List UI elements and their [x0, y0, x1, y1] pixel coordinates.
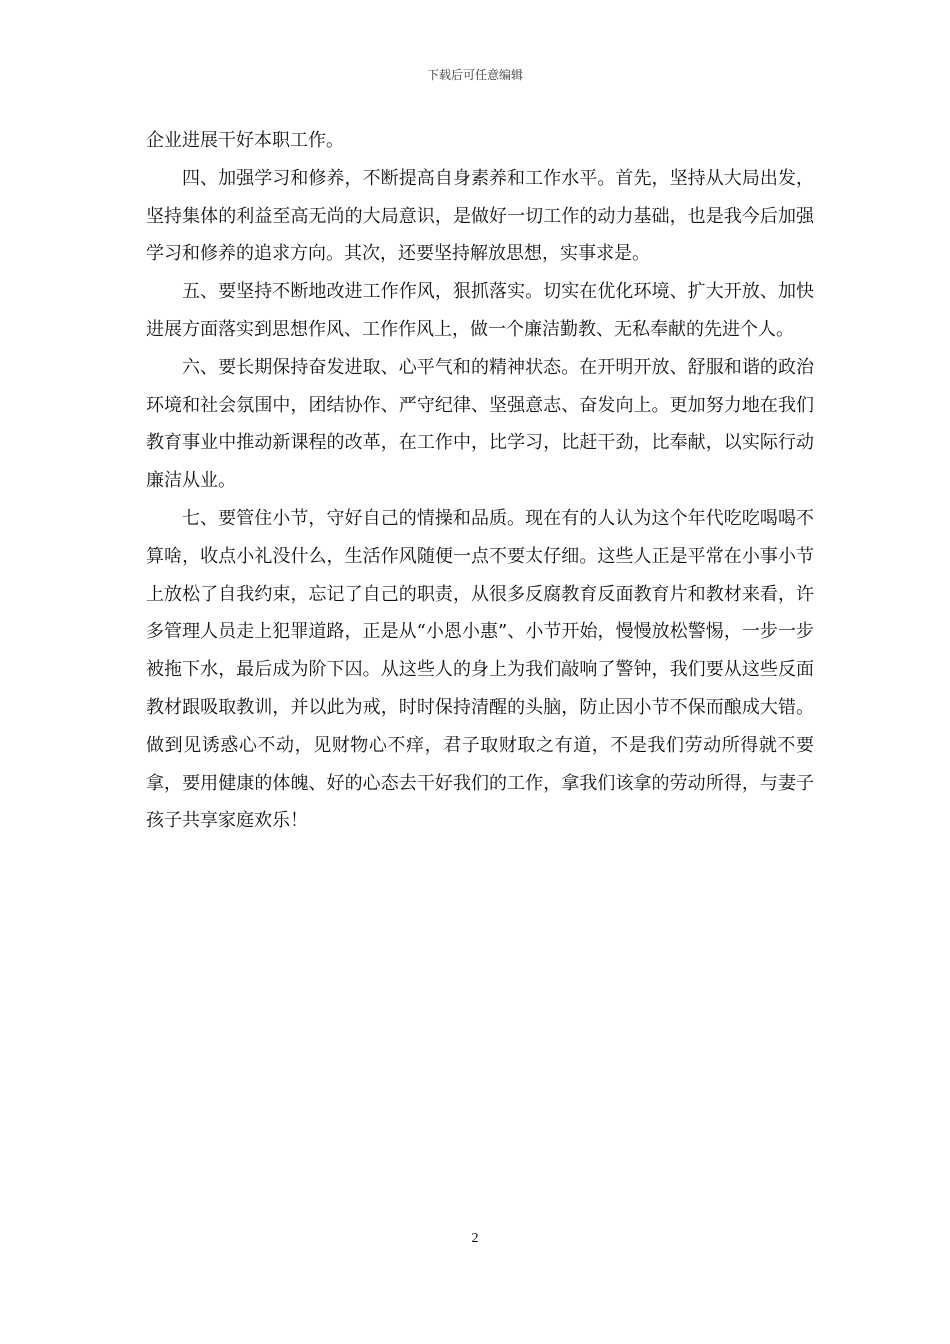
paragraph-point-six: 六、要长期保持奋发进取、心平气和的精神状态。在开明开放、舒服和谐的政治环境和社会氛围中，团结协作、严守纪律、坚强意志、奋发向上。更加努力地在我们教育事业中推动新课程的改革，在工作中，比学习，比赶干劲，比奉献，以实际行动廉洁从业。: [146, 356, 814, 492]
paragraph-point-five: 五、要坚持不断地改进工作作风，狠抓落实。切实在优化环境、扩大开放、加快进展方面落实到思想作风、工作作风上，做一个廉洁勤教、无私奉献的先进个人。: [146, 281, 814, 340]
document-body: [146, 122, 814, 840]
paragraph-point-four: 四、加强学习和修养，不断提高自身素养和工作水平。首先，坚持从大局出发，坚持集体的利益至高无尚的大局意识，是做好一切工作的动力基础，也是我今后加强学习和修养的追求方向。其次，还要坚持解放思想，实事求是。: [146, 167, 814, 265]
paragraph-continuation: 企业进展干好本职工作。: [146, 130, 344, 151]
paragraph-point-seven: 七、要管住小节，守好自己的情操和品质。现在有的人认为这个年代吃吃喝喝不算啥，收点小礼没什么，生活作风随便一点不要太仔细。这些人正是平常在小事小节上放松了自我约束，忘记了自己的职责，从很多反腐教育反面教育片和教材来看，许多管理人员走上犯罪道路，正是从“小恩小惠”、小节开始，慢慢放松警惕，一步一步被拖下水，最后成为阶下囚。从这些人的身上为我们敲响了警钟，我们要从这些反面教材跟吸取教训，并以此为戒，时时保持清醒的头脑，防止因小节不保而酿成大错。做到见诱惑心不动，见财物心不痒，君子取财取之有道，不是我们劳动所得就不要拿，要用健康的体魄、好的心态去干好我们的工作，拿我们该拿的劳动所得，与妻子孩子共享家庭欢乐！: [146, 507, 814, 832]
page-header: 下载后可任意编辑: [426, 68, 523, 82]
page-number: 2: [471, 1231, 479, 1246]
